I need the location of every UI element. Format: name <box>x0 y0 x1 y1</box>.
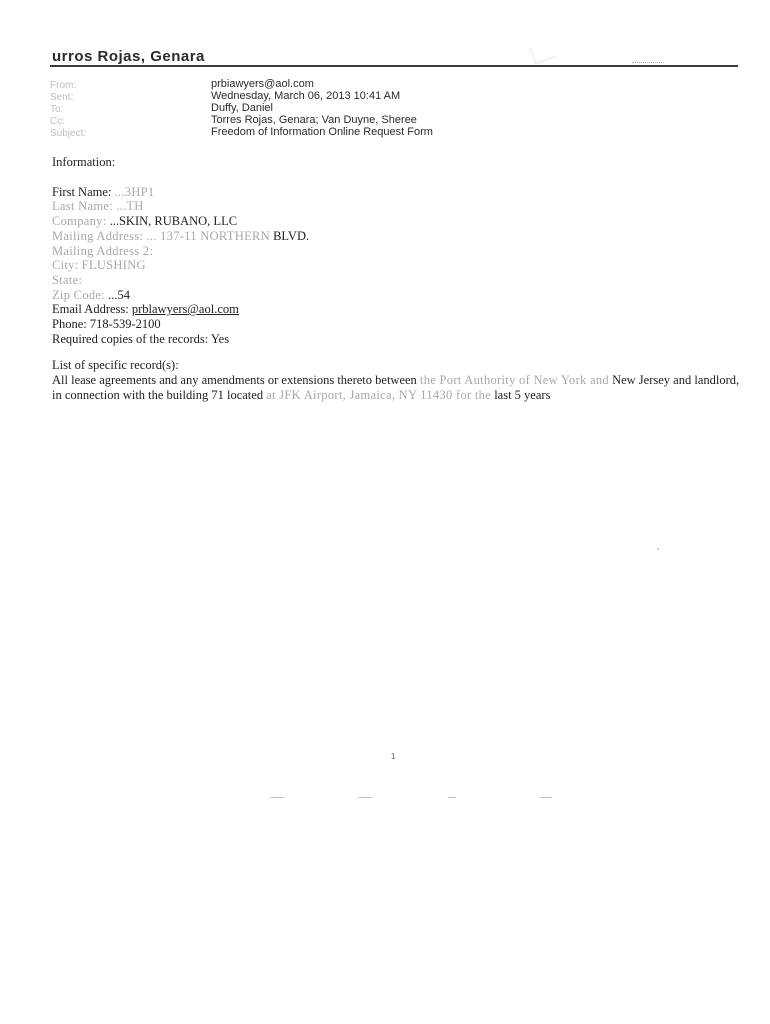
company-value: ...SKIN, RUBANO, LLC <box>109 214 238 229</box>
meta-label-from: From: <box>50 80 77 91</box>
field-phone <box>52 317 742 332</box>
zip-value: ...54 <box>108 287 131 302</box>
header-divider <box>50 65 738 67</box>
footer-scan-specks <box>270 797 560 801</box>
records-text-b: New Jersey and landlord, in connection with the building 71 located <box>52 373 740 402</box>
field-copies <box>52 332 742 347</box>
meta-label-sent: Sent: <box>50 92 74 103</box>
records-heading: List of specific record(s): <box>52 358 179 373</box>
form-body <box>52 155 742 403</box>
field-state <box>52 273 742 288</box>
scan-mark <box>632 54 664 63</box>
mailing-address-tail: BLVD. <box>273 228 310 243</box>
phone-label: Phone: <box>52 317 87 332</box>
records-text-c: last 5 years <box>494 387 551 402</box>
meta-subject: Freedom of Information Online Request Form <box>211 126 433 138</box>
records-faint-a: the Port Authority of New York and <box>419 373 609 388</box>
copies-value: Yes <box>210 331 230 346</box>
city-value: FLUSHING <box>81 258 146 273</box>
scan-speck <box>358 797 372 798</box>
meta-label-subject: Subject: <box>50 128 87 139</box>
field-city <box>52 258 742 273</box>
header-recipient-name: urros Rojas, Genara <box>52 48 205 65</box>
city-label: City: <box>52 258 79 273</box>
first-name-value: ...3HP1 <box>114 184 155 199</box>
records-text-a: All lease agreements and any amendments or extensions thereto between <box>52 373 417 388</box>
state-label: State: <box>52 272 83 287</box>
field-mailing-address-2 <box>52 244 742 259</box>
email-meta-values <box>211 78 433 138</box>
field-company <box>52 214 742 229</box>
field-email <box>52 302 742 317</box>
meta-cc: Torres Rojas, Genara; Van Duyne, Sheree <box>211 114 417 126</box>
field-last-name <box>52 199 742 214</box>
email-value-tail: @aol.com <box>187 302 239 317</box>
records-description <box>52 373 742 402</box>
last-name-label: Last Name: <box>52 199 113 214</box>
meta-sent: Wednesday, March 06, 2013 10:41 AM <box>211 90 401 102</box>
meta-to: Duffy, Daniel <box>211 102 273 114</box>
scan-mark <box>530 41 556 64</box>
meta-label-cc: Cc: <box>50 116 65 127</box>
mailing-address-label: Mailing Address: <box>52 228 144 243</box>
last-name-value: ...TH <box>116 199 144 214</box>
company-label: Company: <box>52 214 107 229</box>
phone-value: 718-539-2100 <box>89 317 161 332</box>
records-faint-b: at JFK Airport, Jamaica, NY 11430 for the <box>266 387 492 402</box>
field-first-name <box>52 185 742 200</box>
meta-label-to: To: <box>50 104 64 115</box>
email-meta-labels <box>50 80 86 140</box>
field-zip <box>52 288 742 303</box>
field-mailing-address <box>52 229 742 244</box>
mailing-address-2-label: Mailing Address 2: <box>52 243 154 258</box>
scan-speck <box>540 797 552 798</box>
scan-speck <box>657 548 659 550</box>
page-number: 1 <box>391 752 396 761</box>
first-name-label: First Name: <box>52 184 112 199</box>
email-value-link: prblawyers <box>131 302 188 317</box>
email-label: Email Address: <box>52 302 129 317</box>
copies-label: Required copies of the records: <box>52 331 209 346</box>
scan-speck <box>448 797 456 798</box>
scan-speck <box>270 797 284 798</box>
mailing-address-faint: ... 137-11 NORTHERN <box>146 228 270 243</box>
section-title: Information: <box>52 155 116 169</box>
zip-label: Zip Code: <box>52 287 106 302</box>
meta-from: prbiawyers@aol.com <box>211 78 314 90</box>
